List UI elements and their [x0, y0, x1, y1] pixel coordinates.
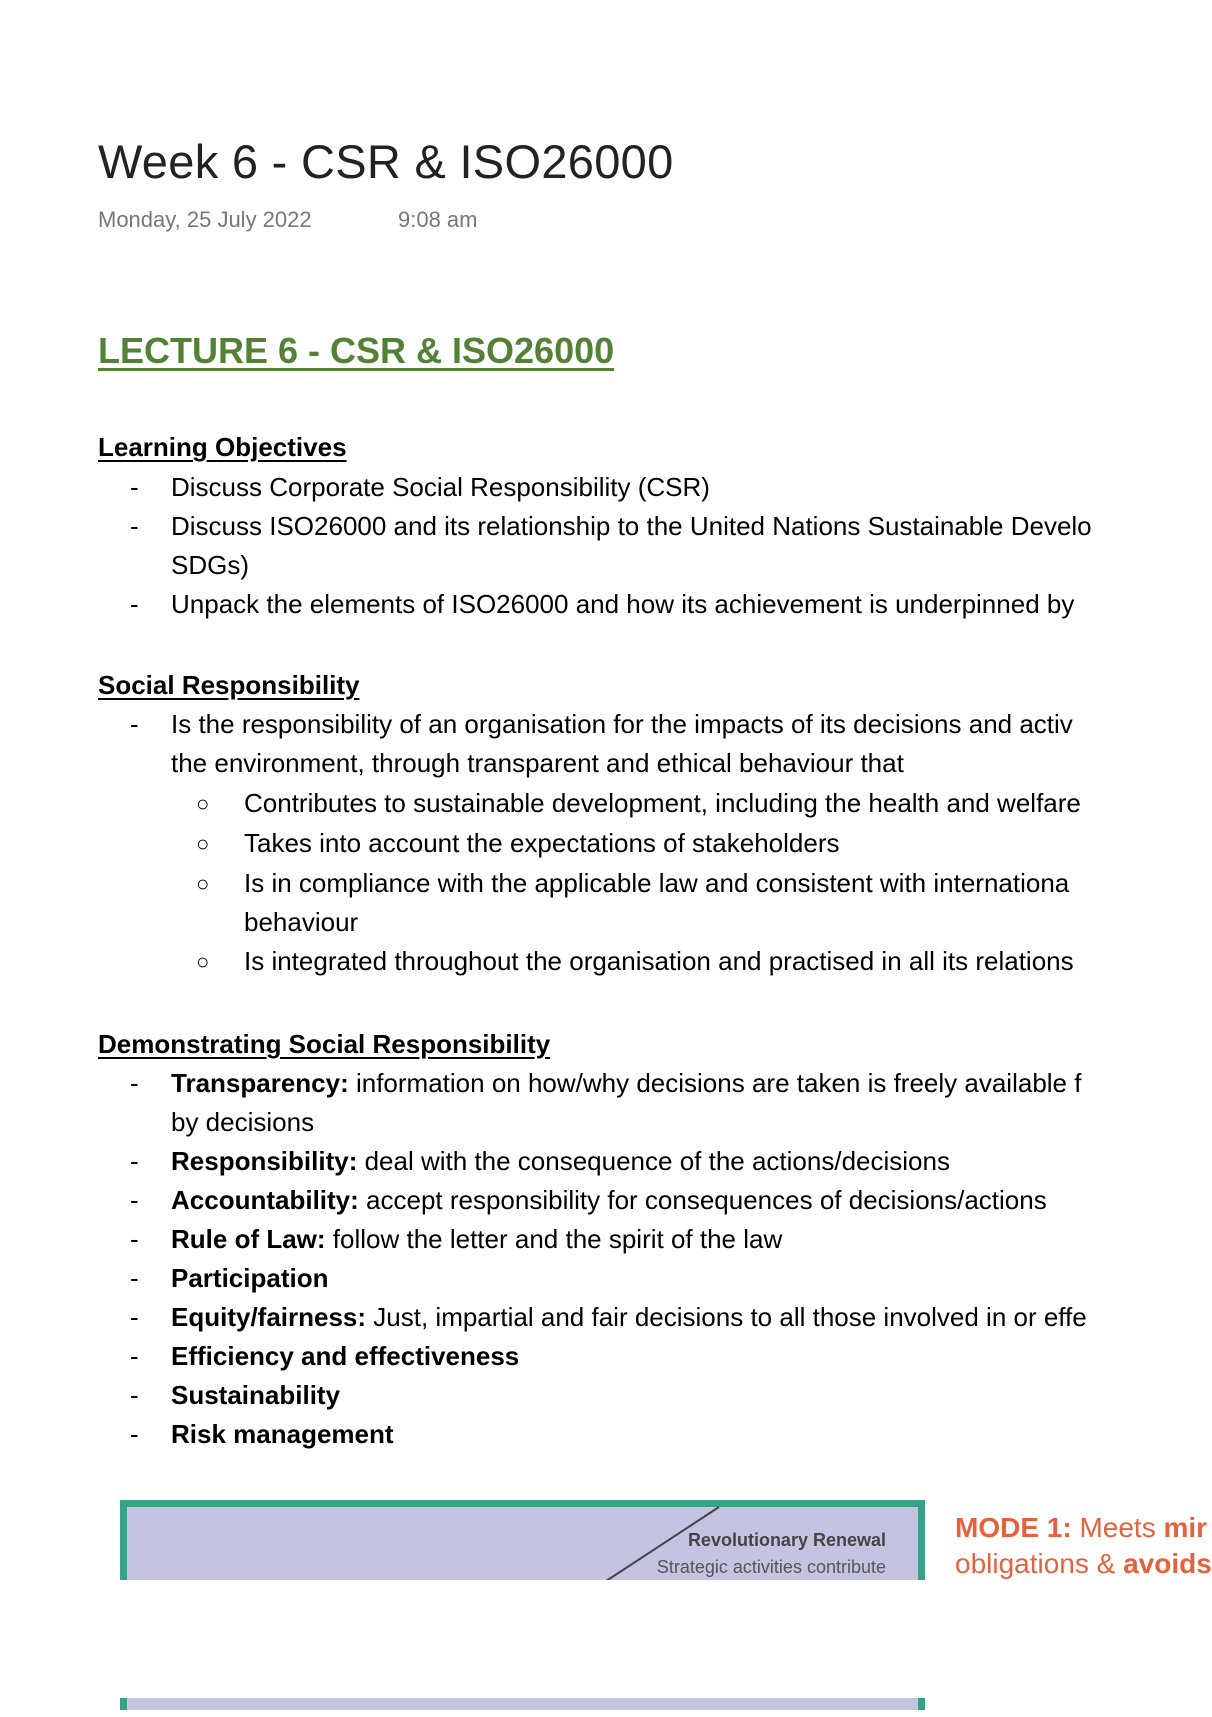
principle-item	[171, 1185, 1047, 1216]
objective-item: Discuss ISO26000 and its relationship to the United Nations Sustainable Develo	[171, 511, 1092, 541]
mode1-line1: MODE 1: Meets mir	[955, 1512, 1208, 1543]
social-responsibility-heading: Social Responsibility	[98, 670, 360, 700]
bullet-circle: ○	[196, 831, 210, 856]
principle-text: accept responsibility for consequences of decisions/actions	[358, 1185, 1047, 1215]
bullet-dash: -	[130, 1185, 139, 1215]
bullet-dash: -	[130, 1341, 139, 1371]
bullet-dash: -	[130, 589, 139, 619]
page-bottom-margin	[0, 1580, 1200, 1698]
bullet-dash: -	[130, 709, 139, 739]
bullet-dash: -	[130, 511, 139, 541]
bullet-dash: -	[130, 1224, 139, 1254]
sr-sub-item: Is integrated throughout the organisation and practised in all its relations	[244, 946, 1074, 976]
principle-item	[171, 1224, 782, 1255]
principle-term: Efficiency and effectiveness	[171, 1341, 520, 1371]
sr-definition-line: Is the responsibility of an organisation for the impacts of its decisions and activ	[171, 709, 1073, 739]
sr-sub-item: Takes into account the expectations of stakeholders	[244, 828, 840, 858]
mode1-line2: obligations & avoids	[955, 1548, 1212, 1579]
principle-item	[171, 1146, 950, 1177]
objective-item-continued: SDGs)	[171, 550, 249, 580]
principle-term: Accountability:	[171, 1185, 359, 1215]
bullet-dash: -	[130, 1419, 139, 1449]
learning-objectives-heading: Learning Objectives	[98, 432, 347, 462]
bullet-dash: -	[130, 472, 139, 502]
principle-text: follow the letter and the spirit of the law	[325, 1224, 783, 1254]
principle-term: Risk management	[171, 1419, 394, 1449]
principle-item	[171, 1068, 1081, 1099]
sr-sub-item: Is in compliance with the applicable law and consistent with internationa	[244, 868, 1070, 898]
diagram-title: Revolutionary Renewal	[687, 1530, 886, 1550]
principle-item	[171, 1380, 340, 1411]
diagram-subtitle: Strategic activities contribute	[656, 1557, 886, 1577]
principle-term: Rule of Law:	[171, 1224, 326, 1254]
mode1-label: MODE 1:	[955, 1512, 1072, 1543]
demonstrating-heading: Demonstrating Social Responsibility	[98, 1029, 551, 1059]
principle-term: Participation	[171, 1263, 329, 1293]
lecture-heading: LECTURE 6 - CSR & ISO26000	[98, 330, 615, 371]
principle-item	[171, 1419, 394, 1450]
bullet-circle: ○	[196, 791, 210, 816]
principle-item	[171, 1263, 328, 1294]
principle-text: Just, impartial and fair decisions to all those involved in or effe	[366, 1302, 1087, 1332]
sr-sub-item-continued: behaviour	[244, 907, 359, 937]
page-date: Monday, 25 July 2022	[98, 207, 312, 232]
principle-item	[171, 1302, 1087, 1333]
sr-definition-line: the environment, through transparent and ethical behaviour that	[171, 748, 904, 778]
bullet-circle: ○	[196, 949, 210, 974]
objective-item: Unpack the elements of ISO26000 and how its achievement is underpinned by	[171, 589, 1075, 619]
objective-item: Discuss Corporate Social Responsibility (CSR)	[171, 472, 710, 502]
page-title: Week 6 - CSR & ISO26000	[98, 135, 674, 188]
bullet-dash: -	[130, 1302, 139, 1332]
principle-term: Transparency:	[171, 1068, 349, 1098]
principle-term: Equity/fairness:	[171, 1302, 367, 1332]
sr-sub-item: Contributes to sustainable development, including the health and welfare	[244, 788, 1081, 818]
principle-text: information on how/why decisions are taken is freely available f	[348, 1068, 1082, 1098]
principle-term: Responsibility:	[171, 1146, 358, 1176]
page-time: 9:08 am	[398, 207, 478, 232]
bullet-dash: -	[130, 1068, 139, 1098]
principle-text: deal with the consequence of the actions/decisions	[357, 1146, 950, 1176]
principle-item-continued: by decisions	[171, 1107, 315, 1137]
bullet-dash: -	[130, 1380, 139, 1410]
bullet-dash: -	[130, 1146, 139, 1176]
bullet-circle: ○	[196, 871, 210, 896]
principle-term: Sustainability	[171, 1380, 341, 1410]
bullet-dash: -	[130, 1263, 139, 1293]
principle-item	[171, 1341, 519, 1372]
